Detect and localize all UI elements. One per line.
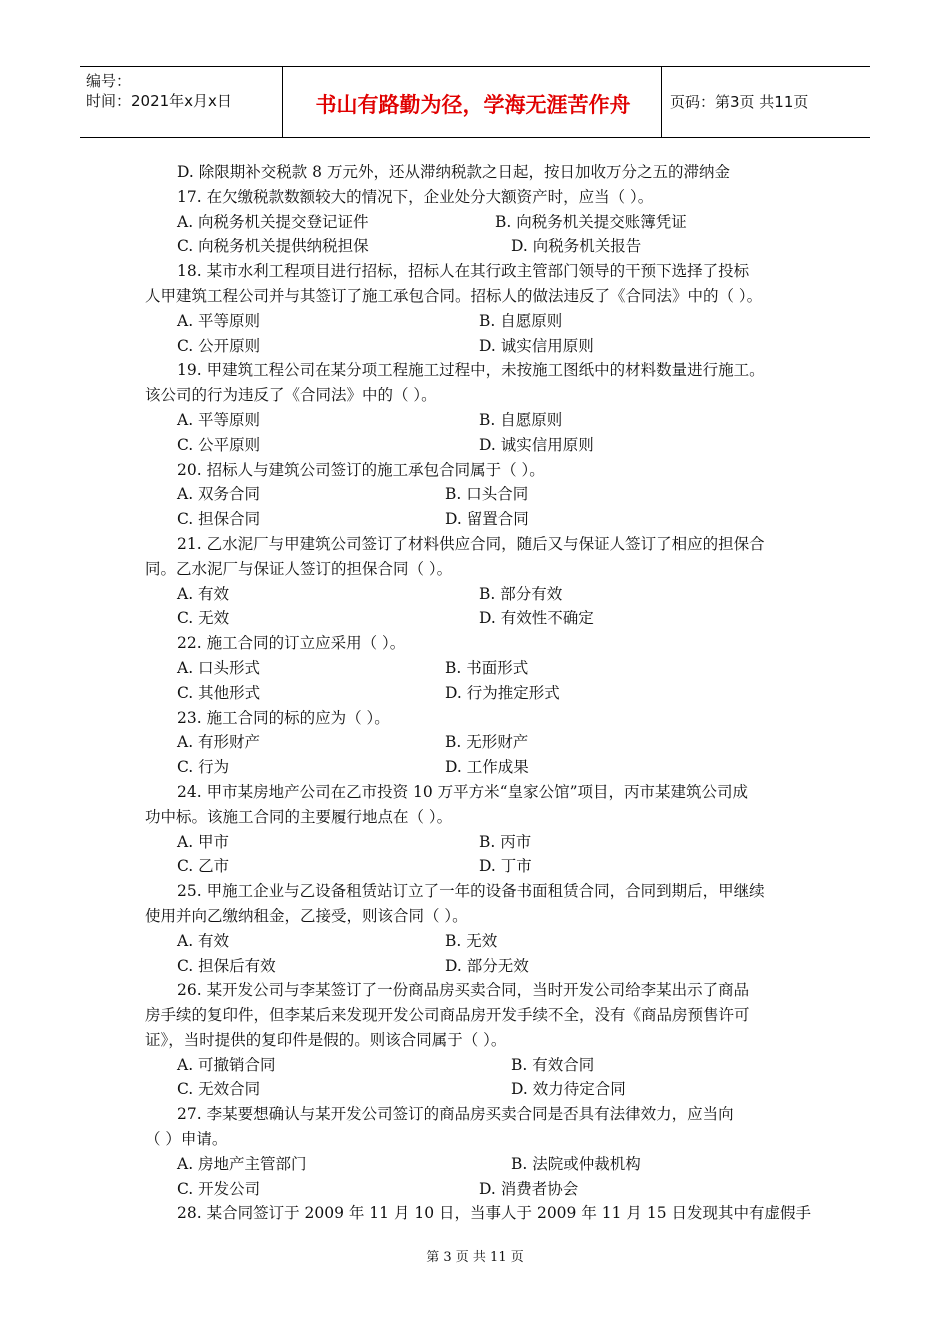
option-row [145,681,815,706]
option-row [145,755,815,780]
page-footer: 第 3 页 共 11 页 [426,1250,524,1265]
doc-date-label: 时间：2021年x月x日 [86,92,232,110]
page-header [80,66,870,138]
option-row [145,234,815,259]
option-b: B. 无效 [445,931,498,950]
option-row [145,1053,815,1078]
option-row [145,1077,815,1102]
option-row [145,830,815,855]
option-b: D. 部分无效 [445,956,529,975]
text-line: 使用并向乙缴纳租金，乙接受，则该合同（ ）。 [145,906,468,925]
option-b: D. 留置合同 [445,510,529,529]
text-line: 21. 乙水泥厂与甲建筑公司签订了材料供应合同，随后又与保证人签订了相应的担保合 [177,534,765,553]
option-a: C. 无效 [177,609,230,628]
option-b: B. 法院或仲裁机构 [511,1154,641,1173]
option-b: B. 无形财产 [445,733,529,752]
option-row [145,730,815,755]
text-line: 26. 某开发公司与李某签订了一份商品房买卖合同，当时开发公司给李某出示了商品 [177,981,750,1000]
option-a: C. 担保后有效 [177,956,276,975]
option-b: B. 口头合同 [445,485,529,504]
text-line: 19. 甲建筑工程公司在某分项工程施工过程中，未按施工图纸中的材料数量进行施工。 [177,361,765,380]
option-b: B. 丙市 [479,832,532,851]
option-b: D. 有效性不确定 [479,609,594,628]
header-page-label: 页码：第3页 共11页 [670,93,809,111]
option-b: B. 书面形式 [445,658,529,677]
option-row [145,482,815,507]
option-b: B. 自愿原则 [479,410,563,429]
text-line: 功中标。该施工合同的主要履行地点在（ ）。 [145,807,453,826]
option-a: A. 有效 [177,584,230,603]
option-a: A. 甲市 [177,832,230,851]
option-b: D. 效力待定合同 [511,1080,626,1099]
text-line: 人甲建筑工程公司并与其签订了施工承包合同。招标人的做法违反了《合同法》中的（ ）。 [145,286,763,305]
option-a: C. 行为 [177,758,230,777]
doc-number-label: 编号： [86,72,132,90]
text-line: 23. 施工合同的标的应为（ ）。 [177,708,390,727]
option-a: C. 无效合同 [177,1080,261,1099]
text-line: 27. 李某要想确认与某开发公司签订的商品房买卖合同是否具有法律效力，应当向 [177,1105,734,1124]
text-line: D. 除限期补交税款 8 万元外，还从滞纳税款之日起，按日加收万分之五的滞纳金 [177,163,730,181]
option-b: D. 工作成果 [445,758,529,777]
option-a: A. 双务合同 [177,485,261,504]
text-line: 20. 招标人与建筑公司签订的施工承包合同属于（ ）。 [177,460,545,479]
option-b: D. 丁市 [479,857,532,876]
text-line: 该公司的行为违反了《合同法》中的（ ）。 [145,386,437,405]
option-b: D. 行为推定形式 [445,683,560,702]
option-row [145,210,815,235]
option-a: C. 担保合同 [177,510,261,529]
option-a: A. 可撤销合同 [177,1055,276,1074]
option-row [145,954,815,979]
document-body [145,160,815,1226]
option-a: A. 房地产主管部门 [177,1154,307,1173]
option-a: A. 有效 [177,931,230,950]
option-b: D. 诚实信用原则 [479,435,594,454]
option-row [145,433,815,458]
option-a: C. 公开原则 [177,336,261,355]
option-a: A. 口头形式 [177,658,261,677]
option-row [145,1152,815,1177]
option-b: B. 自愿原则 [479,311,563,330]
text-line: 28. 某合同签订于 2009 年 11 月 10 日，当事人于 2009 年 11 月 15 日发现其中有虚假手 [177,1204,811,1223]
text-line: 证》，当时提供的复印件是假的。则该合同属于（ ）。 [145,1030,507,1049]
text-line: 22. 施工合同的订立应采用（ ）。 [177,634,406,653]
header-motto: 书山有路勤为径，学海无涯苦作舟 [315,93,631,117]
option-row [145,582,815,607]
option-row [145,929,815,954]
option-b: D. 消费者协会 [479,1179,579,1198]
option-row [145,1177,815,1202]
option-a: A. 向税务机关提交登记证件 [177,212,369,231]
text-line: （ ）申请。 [145,1130,228,1149]
text-line: 同。乙水泥厂与保证人签订的担保合同（ ）。 [145,559,453,578]
option-b: D. 向税务机关报告 [511,237,642,256]
option-a: C. 向税务机关提供纳税担保 [177,237,369,256]
option-a: C. 开发公司 [177,1179,261,1198]
option-a: C. 公平原则 [177,435,261,454]
text-line: 17. 在欠缴税款数额较大的情况下，企业处分大额资产时，应当（ ）。 [177,187,654,206]
option-b: D. 诚实信用原则 [479,336,594,355]
text-line: 25. 甲施工企业与乙设备租赁站订立了一年的设备书面租赁合同，合同到期后，甲继续 [177,882,765,901]
option-row [145,854,815,879]
option-row [145,334,815,359]
option-b: B. 部分有效 [479,584,563,603]
option-row [145,309,815,334]
option-a: A. 平等原则 [177,410,261,429]
option-row [145,656,815,681]
header-meta [86,71,232,111]
option-a: A. 平等原则 [177,311,261,330]
option-row [145,606,815,631]
option-a: C. 其他形式 [177,683,261,702]
option-b: B. 向税务机关提交账簿凭证 [495,212,687,231]
option-a: C. 乙市 [177,857,230,876]
option-b: B. 有效合同 [511,1055,595,1074]
option-a: A. 有形财产 [177,733,261,752]
header-divider [282,67,283,137]
option-row [145,507,815,532]
text-line: 18. 某市水利工程项目进行招标，招标人在其行政主管部门领导的干预下选择了投标 [177,262,750,281]
text-line: 24. 甲市某房地产公司在乙市投资 10 万平方米“皇家公馆”项目，丙市某建筑公司成 [177,782,749,801]
option-row [145,408,815,433]
text-line: 房手续的复印件，但李某后来发现开发公司商品房开发手续不全，没有《商品房预售许可 [145,1006,750,1025]
